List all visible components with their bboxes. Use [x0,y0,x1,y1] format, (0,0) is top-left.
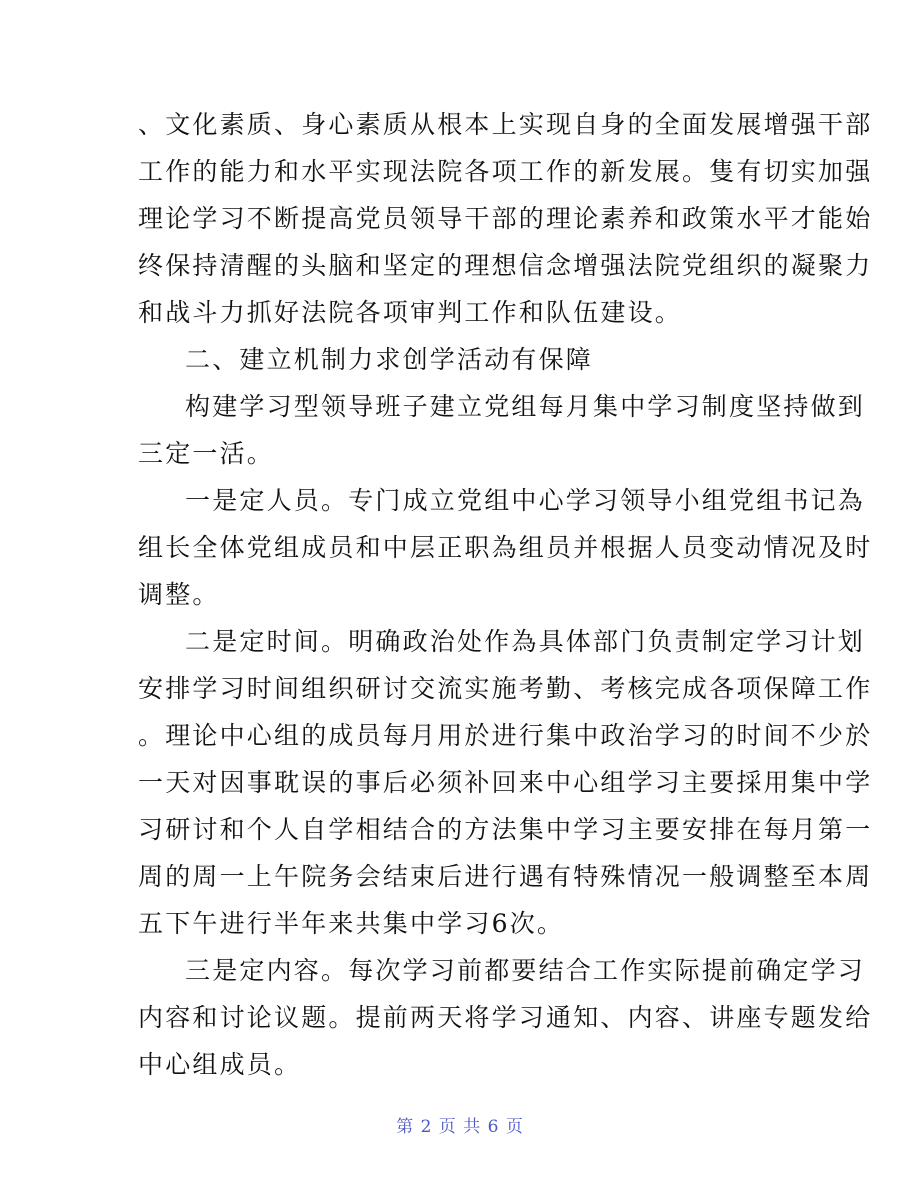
text-line: 三定一活。 [138,439,275,468]
text-line: 和战斗力抓好法院各项审判工作和队伍建设。 [138,298,683,327]
text-line: 、文化素质、身心素质从根本上实现自身的全面发展增强干部 [138,110,873,139]
text-line: 调整。 [138,580,220,609]
text-line: 。理论中心组的成员每月用於进行集中政治学习的时间不少於 [138,721,873,750]
text-line: 五下午进行半年来共集中学习6次。 [138,909,565,938]
text-line: 工作的能力和水平实现法院各项工作的新发展。隻有切实加强 [138,157,873,186]
text-line: 理论学习不断提高党员领导干部的理论素养和政策水平才能始 [138,204,873,233]
text-line: 三是定内容。每次学习前都要结合工作实际提前确定学习 [185,956,866,985]
text-line: 组长全体党组成员和中层正职為组员并根据人员变动情况及时 [138,533,873,562]
text-line: 一是定人员。专门成立党组中心学习领导小组党组书记為 [185,486,866,515]
text-line: 内容和讨论议题。提前两天将学习通知、内容、讲座专题发给 [138,1003,873,1032]
text-line: 终保持清醒的头脑和坚定的理想信念增强法院党组织的凝聚力 [138,251,873,280]
text-line: 一天对因事耽误的事后必须补回来中心组学习主要採用集中学 [138,768,873,797]
text-line: 周的周一上午院务会结束后进行遇有特殊情况一般调整至本周 [138,862,873,891]
text-line: 构建学习型领导班子建立党组每月集中学习制度坚持做到 [185,392,866,421]
text-line: 二是定时间。明确政治处作為具体部门负责制定学习计划 [185,627,866,656]
text-line: 中心组成员。 [138,1050,302,1079]
section-heading: 二、建立机制力求创学活动有保障 [185,345,594,374]
page-number-footer: 第 2 页 共 6 页 [396,1117,524,1137]
text-line: 安排学习时间组织研讨交流实施考勤、考核完成各项保障工作 [138,674,873,703]
text-line: 习研讨和个人自学相结合的方法集中学习主要安排在每月第一 [138,815,873,844]
